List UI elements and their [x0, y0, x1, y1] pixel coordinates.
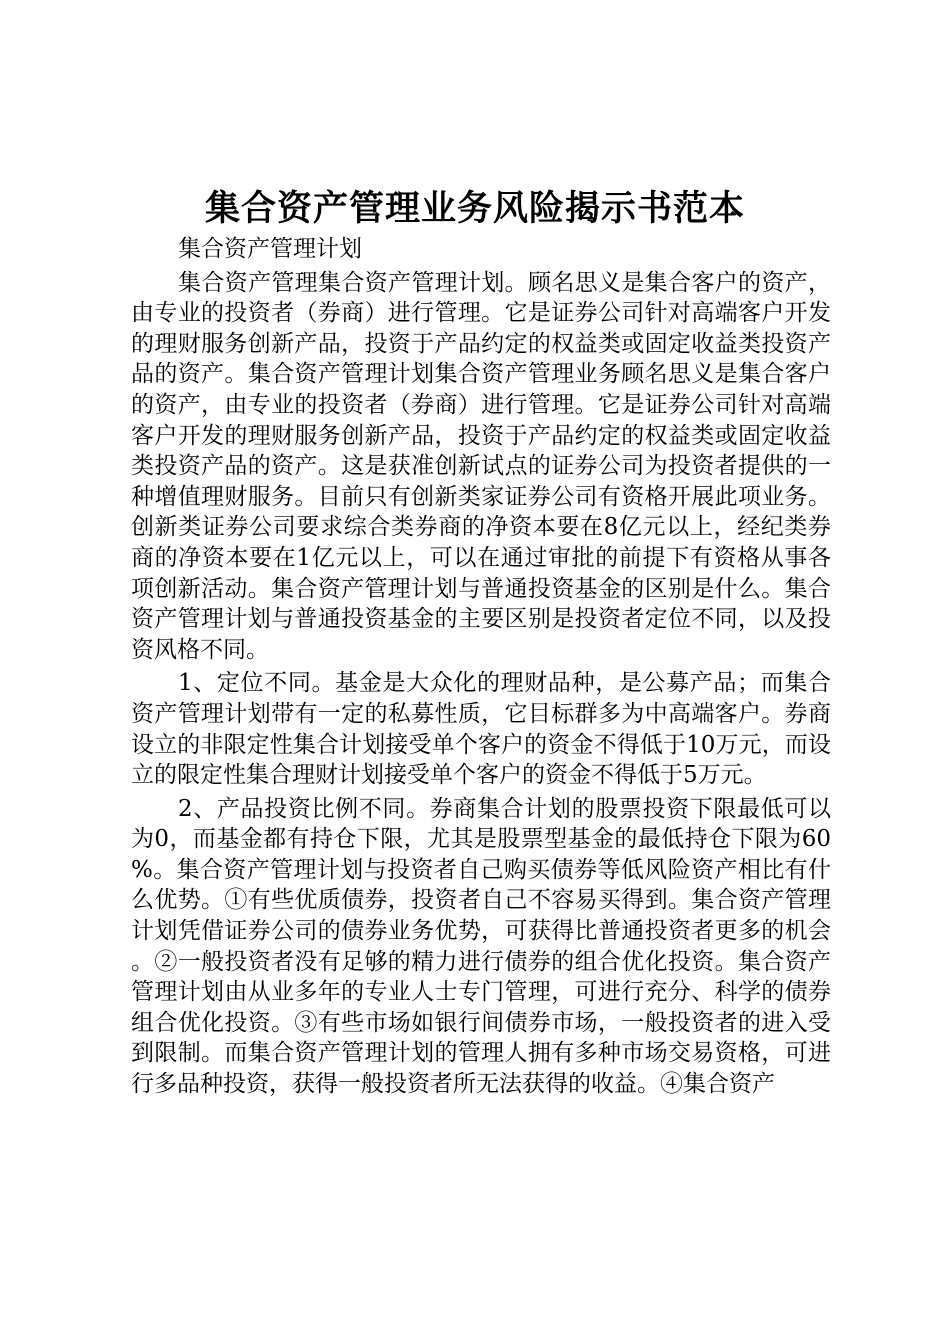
body-paragraph: 1、定位不同。基金是大众化的理财品种，是公募产品；而集合资产管理计划带有一定的私募性质，它目标群多为中高端客户。券商设立的非限定性集合计划接受单个客户的资金不得低于10万元，而设立的限定性集合理财计划接受单个客户的资金不得低于5万元。 — [131, 670, 831, 789]
body-paragraph: 2、产品投资比例不同。券商集合计划的股票投资下限最低可以为0，而基金都有持仓下限，尤其是股票型基金的最低持仓下限为60%。集合资产管理计划与投资者自己购买债券等低风险资产相比有什么优势。①有些优质债券，投资者自己不容易买得到。集合资产管理计划凭借证券公司的债券业务优势，可获得比普通投资者更多的机会。②一般投资者没有足够的精力进行债券的组合优化投资。集合资产管理计划由从业多年的专业人士专门管理，可进行充分、科学的债券组合优化投资。③有些市场如银行间债券市场，一般投资者的进入受到限制。而集合资产管理计划的管理人拥有多种市场交易资格，可进行多品种投资，获得一般投资者所无法获得的收益。④集合资产 — [131, 795, 831, 1098]
body-paragraph: 集合资产管理集合资产管理计划。顾名思义是集合客户的资产，由专业的投资者（券商）进行管理。它是证券公司针对高端客户开发的理财服务创新产品，投资于产品约定的权益类或固定收益类投资产品的资产。集合资产管理计划集合资产管理业务顾名思义是集合客户的资产，由专业的投资者（券商）进行管理。它是证券公司针对高端客户开发的理财服务创新产品，投资于产品约定的权益类或固定收益类投资产品的资产。这是获准创新试点的证券公司为投资者提供的一种增值理财服务。目前只有创新类家证券公司有资格开展此项业务。创新类证券公司要求综合类券商的净资本要在8亿元以上，经纪类券商的净资本要在1亿元以上，可以在通过审批的前提下有资格从事各项创新活动。集合资产管理计划与普通投资基金的区别是什么。集合资产管理计划与普通投资基金的主要区别是投资者定位不同，以及投资风格不同。 — [131, 269, 831, 663]
document-title: 集合资产管理业务风险揭示书范本 — [204, 188, 745, 229]
section-heading: 集合资产管理计划 — [178, 236, 362, 262]
document-body — [131, 234, 831, 1100]
